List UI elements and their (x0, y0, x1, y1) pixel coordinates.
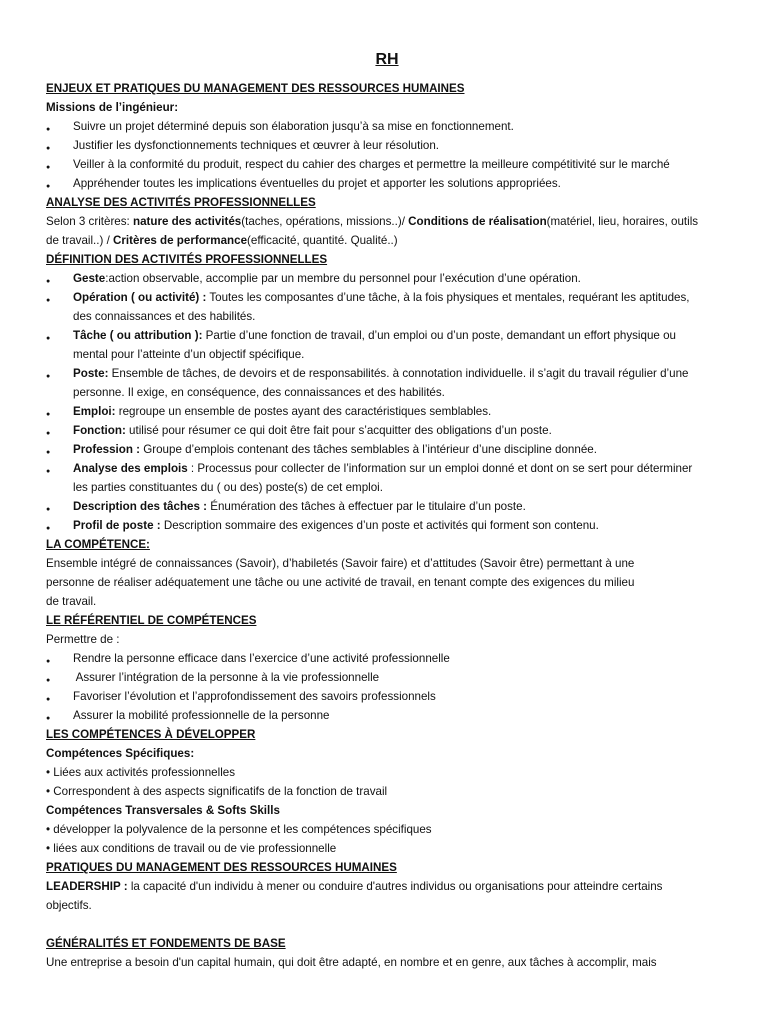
definition-term: Profession : (73, 443, 140, 456)
bullet-icon (46, 155, 56, 175)
bullet-icon (46, 421, 56, 441)
list-item-text: Justifier les dysfonctionnements techniques et œuvrer à leur résolution. (73, 139, 440, 152)
referentiel-list (46, 649, 728, 725)
bullet-icon (46, 364, 56, 384)
referentiel-intro: Permettre de : (46, 633, 120, 646)
bullet-icon (46, 288, 56, 308)
list-item-text: Suivre un projet déterminé depuis son élaboration jusqu’à sa mise en fonctionnement. (73, 120, 514, 133)
definition-text: Partie d’une fonction de travail, d’un emploi ou d’un poste, demandant un effort physique ou mental pour l’atteinte d’un objectif spécifique. (73, 329, 676, 361)
transversal-competences-label: Compétences Transversales & Softs Skills (46, 804, 280, 817)
specific-competence-item: • Correspondent à des aspects significatifs de la fonction de travail (46, 785, 388, 798)
section-heading-competence: LA COMPÉTENCE: (46, 538, 150, 551)
page-title: RH (375, 51, 399, 68)
bullet-icon (46, 668, 56, 688)
list-item (46, 155, 728, 174)
definition-text: :action observable, accomplie par un membre du personnel pour l’exécution d’une opération. (105, 272, 581, 285)
definition-term: Fonction: (73, 424, 126, 437)
bullet-icon (46, 402, 56, 422)
definition-item (46, 516, 706, 535)
list-item-text: Favoriser l’évolution et l’approfondissement des savoirs professionnels (73, 690, 436, 703)
definition-item (46, 288, 706, 326)
criteria-paragraph (46, 212, 706, 250)
competence-line: Ensemble intégré de connaissances (Savoir), d’habiletés (Savoir faire) et d’attitudes (Savoir être) permettant à une (46, 557, 635, 570)
bullet-icon (46, 136, 56, 156)
definitions-list (46, 269, 706, 535)
section-heading-enjeux: ENJEUX ET PRATIQUES DU MANAGEMENT DES RESSOURCES HUMAINES (46, 82, 465, 95)
definition-item (46, 269, 706, 288)
list-item (46, 649, 728, 668)
definition-item (46, 459, 706, 497)
section-heading-generalites: GÉNÉRALITÉS ET FONDEMENTS DE BASE (46, 937, 286, 950)
criteria-text: (matériel, lieu, horaires, outils de travail..) / (46, 215, 699, 247)
section-heading-analyse: ANALYSE DES ACTIVITÉS PROFESSIONNELLES (46, 196, 316, 209)
bullet-icon (46, 687, 56, 707)
definition-item (46, 402, 706, 421)
list-item (46, 136, 728, 155)
bullet-icon (46, 269, 56, 289)
leadership-paragraph (46, 877, 706, 915)
bullet-icon (46, 706, 56, 726)
section-heading-developper: LES COMPÉTENCES À DÉVELOPPER (46, 728, 256, 741)
definition-text: Ensemble de tâches, de devoirs et de responsabilités. à connotation individuelle. il s’agit du travail régulier d’une personne. Il exige, en conséquence, des connaissances et des habilités. (73, 367, 689, 399)
bullet-icon (46, 459, 56, 479)
definition-item (46, 440, 706, 459)
definition-text: Toutes les composantes d’une tâche, à la fois physiques et mentales, requérant les aptitudes, des connaissances et des habilités. (73, 291, 690, 323)
bullet-icon (46, 174, 56, 194)
specific-competence-item: • Liées aux activités professionnelles (46, 766, 236, 779)
bullet-icon (46, 497, 56, 517)
list-item-text: Appréhender toutes les implications éventuelles du projet et apporter les solutions appropriées. (73, 177, 561, 190)
list-item (46, 668, 728, 687)
generalites-paragraph: Une entreprise a besoin d'un capital humain, qui doit être adapté, en nombre et en genre, aux tâches à accomplir, mais (46, 956, 657, 969)
leadership-term: LEADERSHIP : (46, 880, 128, 893)
list-item-text: Assurer la mobilité professionnelle de la personne (73, 709, 330, 722)
spacer (46, 915, 728, 934)
definition-text: : Processus pour collecter de l’information sur un emploi donné et dont on se sert pour déterminer les parties constituantes du ( ou des) poste(s) de cet emploi. (73, 462, 693, 494)
criteria-term: Conditions de réalisation (408, 215, 547, 228)
list-item (46, 706, 728, 725)
definition-text: Groupe d’emplois contenant des tâches semblables à l’intérieur d’une discipline donnée. (140, 443, 597, 456)
list-item (46, 687, 728, 706)
bullet-icon (46, 440, 56, 460)
missions-list (46, 117, 728, 193)
list-item-text: Assurer l’intégration de la personne à la vie professionnelle (73, 671, 380, 684)
competence-line: de travail. (46, 595, 97, 608)
definition-text: utilisé pour résumer ce qui doit être fait pour s’acquitter des obligations d’un poste. (125, 424, 552, 437)
definition-item (46, 364, 706, 402)
list-item-text: Veiller à la conformité du produit, respect du cahier des charges et permettre la meilleure compétitivité sur le marché (73, 158, 670, 171)
definition-term: Emploi: (73, 405, 116, 418)
leadership-text: la capacité d'un individu à mener ou conduire d'autres individus ou organisations pour atteindre certains objectifs. (46, 880, 663, 912)
definition-term: Opération ( ou activité) : (73, 291, 207, 304)
bullet-icon (46, 326, 56, 346)
competence-line: personne de réaliser adéquatement une tâche ou une activité de travail, en tenant compte des exigences du milieu (46, 576, 635, 589)
definition-text: Énumération des tâches à effectuer par le titulaire d’un poste. (207, 500, 526, 513)
section-heading-pratiques: PRATIQUES DU MANAGEMENT DES RESSOURCES HUMAINES (46, 861, 397, 874)
list-item (46, 174, 728, 193)
list-item (46, 117, 728, 136)
definition-term: Poste: (73, 367, 109, 380)
criteria-text: (taches, opérations, missions..)/ (241, 215, 409, 228)
definition-term: Tâche ( ou attribution ): (73, 329, 203, 342)
definition-term: Description des tâches : (73, 500, 208, 513)
section-heading-referentiel: LE RÉFÉRENTIEL DE COMPÉTENCES (46, 614, 257, 627)
transversal-competence-item: • développer la polyvalence de la personne et les compétences spécifiques (46, 823, 432, 836)
criteria-text: (efficacité, quantité. Qualité..) (247, 234, 398, 247)
definition-item (46, 497, 706, 516)
bullet-icon (46, 649, 56, 669)
definition-item (46, 326, 706, 364)
missions-label: Missions de l’ingénieur: (46, 101, 179, 114)
definition-text: regroupe un ensemble de postes ayant des caractéristiques semblables. (115, 405, 492, 418)
criteria-term: nature des activités (133, 215, 242, 228)
definition-term: Profil de poste : (73, 519, 161, 532)
definition-term: Analyse des emplois (73, 462, 188, 475)
definition-text: Description sommaire des exigences d’un poste et activités qui forment son contenu. (160, 519, 599, 532)
transversal-competence-item: • liées aux conditions de travail ou de vie professionnelle (46, 842, 337, 855)
bullet-icon (46, 117, 56, 137)
section-heading-definition: DÉFINITION DES ACTIVITÉS PROFESSIONNELLES (46, 253, 328, 266)
specific-competences-label: Compétences Spécifiques: (46, 747, 195, 760)
list-item-text: Rendre la personne efficace dans l’exercice d’une activité professionnelle (73, 652, 450, 665)
bullet-icon (46, 516, 56, 536)
criteria-text: Selon 3 critères: (46, 215, 133, 228)
definition-term: Geste (73, 272, 106, 285)
criteria-term: Critères de performance (113, 234, 248, 247)
definition-item (46, 421, 706, 440)
